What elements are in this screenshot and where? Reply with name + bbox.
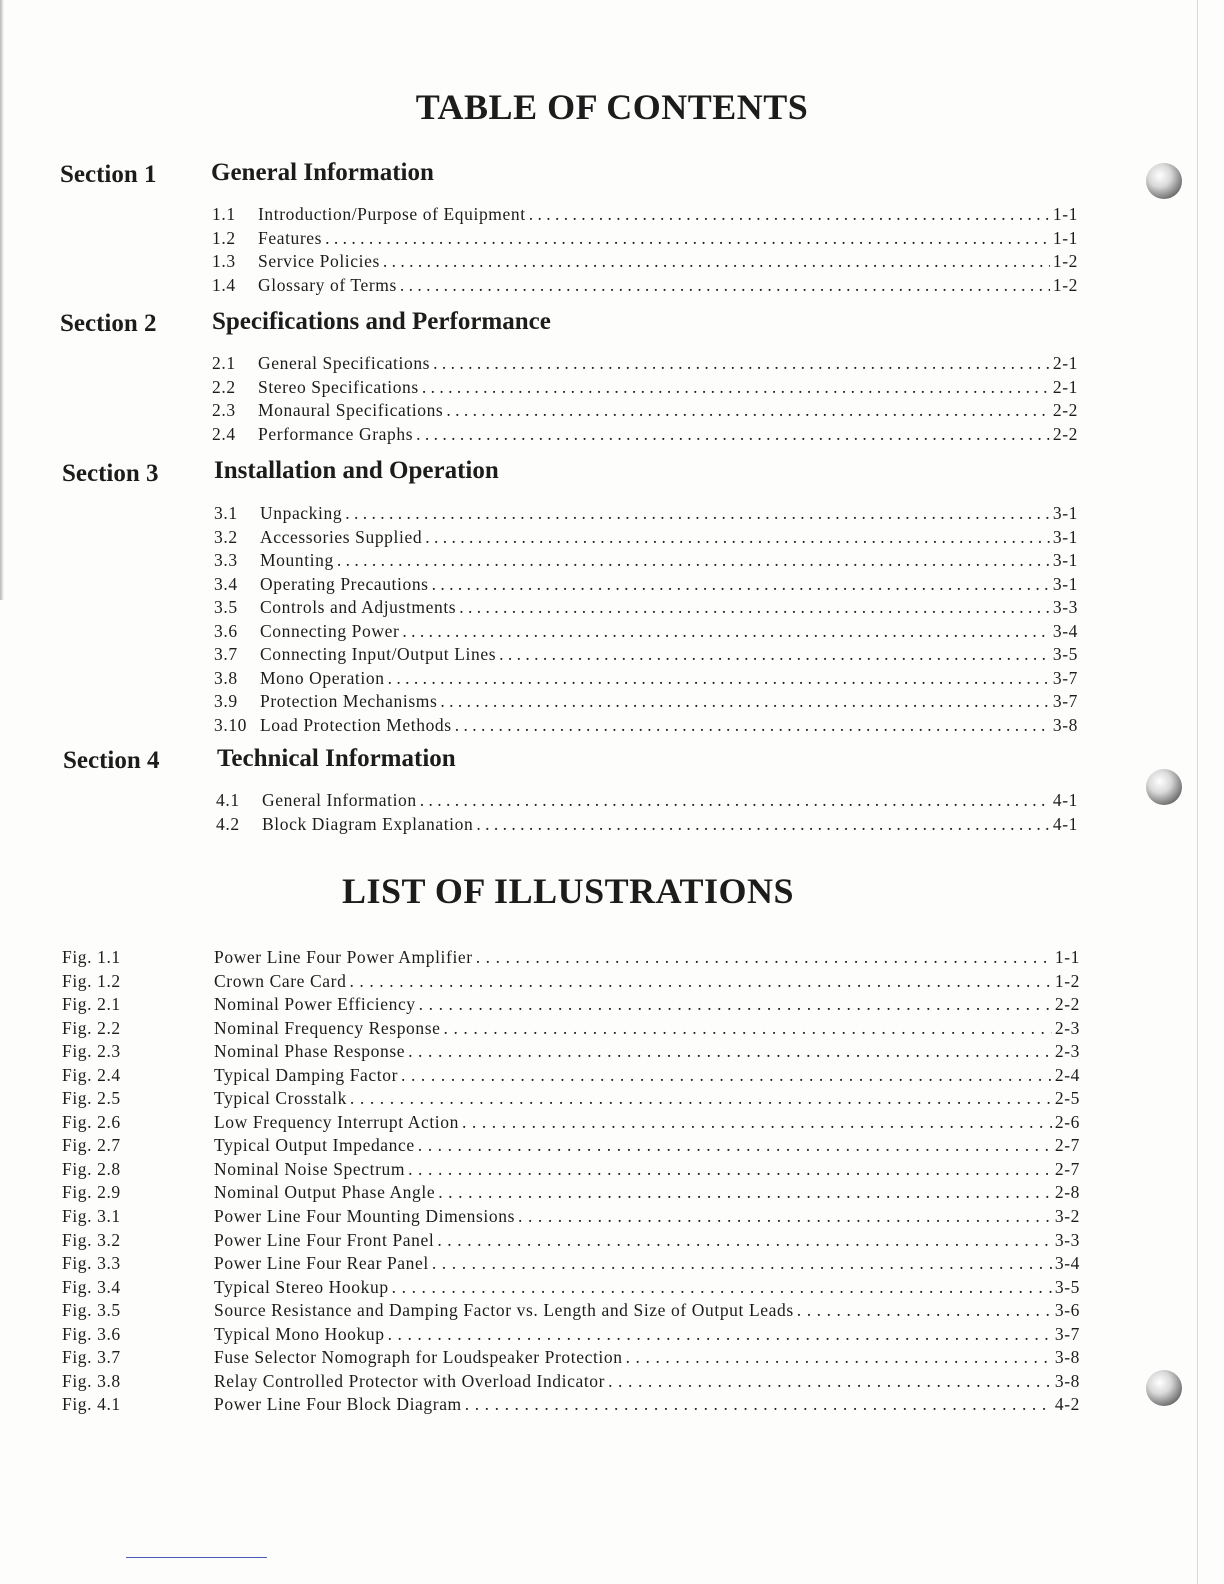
entry-number: 2.2 — [212, 376, 236, 397]
dot-leader — [462, 1111, 1052, 1135]
entry-title: Controls and Adjustments — [260, 597, 457, 617]
entry-title: Connecting Power — [260, 620, 400, 641]
entry-page: 1-2 — [1052, 274, 1078, 295]
dot-leader — [476, 946, 1052, 970]
entry-title: Stereo Specifications — [258, 376, 419, 397]
figure-label: Fig. 2.7 — [62, 1135, 121, 1156]
figure-entry[interactable] — [62, 1017, 1080, 1041]
entry-title: Mounting — [260, 550, 334, 570]
entry-page: 3-1 — [1052, 573, 1078, 594]
figure-label: Fig. 2.5 — [62, 1088, 121, 1109]
entry-page: 1-2 — [1052, 251, 1078, 271]
dot-leader — [418, 1134, 1052, 1158]
toc-entry[interactable] — [214, 596, 1078, 620]
toc-title: TABLE OF CONTENTS — [415, 87, 809, 127]
entry-number: 3.4 — [214, 573, 238, 594]
dot-leader — [440, 690, 1049, 714]
figure-page: 2-3 — [1054, 1017, 1080, 1038]
figure-label: Fig. 3.4 — [62, 1276, 121, 1297]
bottom-rule — [126, 1557, 267, 1558]
figure-page: 2-7 — [1054, 1135, 1080, 1156]
figure-entry[interactable] — [62, 1181, 1080, 1205]
dot-leader — [349, 970, 1051, 994]
figure-title: Source Resistance and Damping Factor vs. Length and Size of Output Leads — [214, 1300, 794, 1321]
entry-page: 3-1 — [1052, 503, 1078, 523]
dot-leader — [446, 399, 1050, 423]
section-label: Section 3 — [62, 460, 159, 487]
figure-entry[interactable] — [62, 1393, 1080, 1417]
dot-leader — [444, 1017, 1052, 1041]
entry-page: 2-1 — [1052, 376, 1078, 397]
figure-entry[interactable] — [62, 1111, 1080, 1135]
figure-title: Nominal Output Phase Angle — [214, 1182, 436, 1203]
figure-page: 3-5 — [1054, 1276, 1080, 1297]
dot-leader — [400, 274, 1050, 298]
figure-page: 3-8 — [1054, 1370, 1080, 1391]
section-title: Specifications and Performance — [212, 308, 551, 335]
entry-title: Unpacking — [260, 503, 343, 523]
entry-title: Service Policies — [258, 251, 380, 271]
figure-title: Power Line Four Mounting Dimensions — [214, 1206, 515, 1227]
figure-label: Fig. 3.2 — [62, 1229, 121, 1250]
figure-title: Relay Controlled Protector with Overload Indicator — [214, 1370, 606, 1391]
entry-number: 4.2 — [216, 813, 240, 834]
dot-leader — [437, 1229, 1052, 1253]
figure-label: Fig. 3.8 — [62, 1370, 121, 1391]
figure-title: Power Line Four Power Amplifier — [214, 947, 473, 967]
section-entries — [212, 352, 1078, 446]
dot-leader — [325, 227, 1050, 251]
toc-entry[interactable] — [214, 502, 1078, 526]
entry-number: 3.8 — [214, 667, 238, 688]
figure-entry[interactable] — [62, 1370, 1080, 1394]
figure-title: Nominal Power Efficiency — [214, 994, 416, 1015]
section-entries — [214, 502, 1078, 737]
dot-leader — [422, 376, 1050, 400]
entry-page: 4-1 — [1052, 790, 1078, 810]
entry-number: 3.7 — [214, 644, 238, 664]
figure-page: 2-3 — [1054, 1041, 1080, 1062]
figure-entry[interactable] — [62, 1040, 1080, 1064]
figure-page: 3-4 — [1054, 1253, 1080, 1274]
entry-number: 2.3 — [212, 400, 236, 420]
entry-title: Features — [258, 227, 323, 248]
entry-number: 3.1 — [214, 503, 238, 523]
figure-title: Low Frequency Interrupt Action — [214, 1111, 459, 1132]
dot-leader — [425, 526, 1050, 550]
entry-title: General Information — [262, 790, 417, 810]
binder-hole-icon — [1146, 163, 1182, 199]
entry-page: 1-1 — [1052, 204, 1078, 224]
illustrations-title: LIST OF ILLUSTRATIONS — [342, 871, 794, 911]
dot-leader — [408, 1040, 1052, 1064]
figure-label: Fig. 4.1 — [62, 1394, 121, 1415]
entry-number: 1.1 — [212, 204, 236, 224]
toc-entry[interactable] — [214, 643, 1078, 667]
dot-leader — [459, 596, 1050, 620]
entry-number: 3.2 — [214, 526, 238, 547]
entry-title: Block Diagram Explanation — [262, 813, 474, 834]
figure-page: 3-2 — [1054, 1206, 1080, 1227]
toc-entry[interactable] — [212, 227, 1078, 251]
toc-entry[interactable] — [214, 714, 1078, 738]
figure-entry[interactable] — [62, 1064, 1080, 1088]
figure-label: Fig. 2.3 — [62, 1041, 121, 1062]
figure-title: Nominal Noise Spectrum — [214, 1158, 406, 1179]
figure-page: 3-7 — [1054, 1323, 1080, 1344]
figure-entry[interactable] — [62, 1205, 1080, 1229]
toc-entry[interactable] — [214, 573, 1078, 597]
figure-label: Fig. 3.1 — [62, 1206, 121, 1227]
toc-entry[interactable] — [212, 274, 1078, 298]
section-title: Technical Information — [217, 745, 456, 772]
toc-entry[interactable] — [212, 250, 1078, 274]
dot-leader — [392, 1276, 1052, 1300]
entry-title: Connecting Input/Output Lines — [260, 644, 497, 664]
dot-leader — [388, 1323, 1052, 1347]
figure-title: Power Line Four Block Diagram — [214, 1394, 462, 1415]
figure-label: Fig. 2.4 — [62, 1064, 121, 1085]
figure-title: Power Line Four Front Panel — [214, 1229, 435, 1250]
dot-leader — [416, 423, 1050, 447]
section-title: General Information — [211, 159, 434, 186]
figure-label: Fig. 3.3 — [62, 1253, 121, 1274]
figure-entry[interactable] — [62, 1299, 1080, 1323]
dot-leader — [465, 1393, 1052, 1417]
figure-title: Typical Mono Hookup — [214, 1323, 385, 1344]
figure-entry[interactable] — [62, 1252, 1080, 1276]
dot-leader — [518, 1205, 1052, 1229]
entry-title: Load Protection Methods — [260, 714, 452, 735]
figure-entry[interactable] — [62, 1134, 1080, 1158]
entry-title: Protection Mechanisms — [260, 691, 438, 711]
entry-page: 2-2 — [1052, 423, 1078, 444]
dot-leader — [433, 352, 1050, 376]
dot-leader — [345, 502, 1050, 526]
section-label: Section 1 — [60, 161, 157, 188]
entry-page: 3-3 — [1052, 597, 1078, 617]
dot-leader — [432, 1252, 1052, 1276]
entry-title: Performance Graphs — [258, 423, 414, 444]
toc-entry[interactable] — [212, 203, 1078, 227]
entry-page: 4-1 — [1052, 813, 1078, 834]
figure-page: 3-3 — [1054, 1229, 1080, 1250]
figure-title: Crown Care Card — [214, 970, 347, 991]
dot-leader — [419, 993, 1052, 1017]
entry-title: Monaural Specifications — [258, 400, 444, 420]
dot-leader — [388, 667, 1050, 691]
entry-page: 1-1 — [1052, 227, 1078, 248]
figure-title: Nominal Phase Response — [214, 1041, 406, 1062]
binder-hole-icon — [1146, 769, 1182, 805]
dot-leader — [401, 1064, 1052, 1088]
figure-page: 1-1 — [1054, 947, 1080, 967]
section-entries — [212, 203, 1078, 297]
figure-entry[interactable] — [62, 993, 1080, 1017]
entry-number: 3.10 — [214, 714, 248, 735]
figure-entry[interactable] — [62, 1087, 1080, 1111]
figure-page: 3-6 — [1054, 1300, 1080, 1321]
entry-number: 2.4 — [212, 423, 236, 444]
entry-page: 3-4 — [1052, 620, 1078, 641]
toc-entry[interactable] — [214, 690, 1078, 714]
entry-page: 2-1 — [1052, 353, 1078, 373]
dot-leader — [476, 813, 1050, 837]
entry-title: General Specifications — [258, 353, 431, 373]
entry-page: 3-1 — [1052, 550, 1078, 570]
dot-leader — [383, 250, 1050, 274]
toc-entry[interactable] — [216, 813, 1078, 837]
figure-page: 2-2 — [1054, 994, 1080, 1015]
figure-page: 1-2 — [1054, 970, 1080, 991]
entry-page: 3-7 — [1052, 667, 1078, 688]
toc-entry[interactable] — [214, 549, 1078, 573]
binder-hole-icon — [1146, 1370, 1182, 1406]
dot-leader — [420, 789, 1050, 813]
entry-number: 1.2 — [212, 227, 236, 248]
entry-number: 3.9 — [214, 691, 238, 711]
figure-label: Fig. 3.6 — [62, 1323, 121, 1344]
entry-number: 3.5 — [214, 597, 238, 617]
figure-label: Fig. 1.2 — [62, 970, 121, 991]
toc-entry[interactable] — [214, 526, 1078, 550]
figure-page: 2-7 — [1054, 1158, 1080, 1179]
entry-number: 4.1 — [216, 790, 240, 810]
scan-right-edge — [1197, 0, 1198, 1584]
dot-leader — [350, 1087, 1052, 1111]
figure-title: Typical Stereo Hookup — [214, 1276, 389, 1297]
figure-title: Fuse Selector Nomograph for Loudspeaker Protection — [214, 1347, 623, 1368]
figure-page: 2-5 — [1054, 1088, 1080, 1109]
figure-label: Fig. 2.2 — [62, 1017, 121, 1038]
figure-label: Fig. 2.6 — [62, 1111, 121, 1132]
figure-page: 3-8 — [1054, 1347, 1080, 1368]
figure-label: Fig. 3.5 — [62, 1300, 121, 1321]
entry-title: Introduction/Purpose of Equipment — [258, 204, 526, 224]
entry-page: 2-2 — [1052, 400, 1078, 420]
dot-leader — [455, 714, 1050, 738]
figure-title: Typical Damping Factor — [214, 1064, 399, 1085]
dot-leader — [438, 1181, 1052, 1205]
entry-page: 3-5 — [1052, 644, 1078, 664]
entry-title: Operating Precautions — [260, 573, 429, 594]
dot-leader — [408, 1158, 1052, 1182]
entry-number: 3.3 — [214, 550, 238, 570]
figure-title: Typical Output Impedance — [214, 1135, 415, 1156]
figure-entry[interactable] — [62, 1346, 1080, 1370]
toc-entry[interactable] — [214, 667, 1078, 691]
section-title: Installation and Operation — [214, 457, 499, 484]
section-entries — [216, 789, 1078, 836]
dot-leader — [797, 1299, 1052, 1323]
figure-entry[interactable] — [62, 1158, 1080, 1182]
toc-entry[interactable] — [212, 399, 1078, 423]
toc-entry[interactable] — [212, 376, 1078, 400]
entry-title: Mono Operation — [260, 667, 385, 688]
dot-leader — [529, 203, 1050, 227]
entry-page: 3-7 — [1052, 691, 1078, 711]
figure-title: Power Line Four Rear Panel — [214, 1253, 429, 1274]
toc-entry[interactable] — [216, 789, 1078, 813]
entry-page: 3-1 — [1052, 526, 1078, 547]
section-label: Section 2 — [60, 310, 157, 337]
dot-leader — [608, 1370, 1052, 1394]
toc-entry[interactable] — [212, 423, 1078, 447]
figure-label: Fig. 2.1 — [62, 994, 121, 1015]
dot-leader — [499, 643, 1050, 667]
dot-leader — [402, 620, 1049, 644]
figure-label: Fig. 2.8 — [62, 1158, 121, 1179]
toc-entry[interactable] — [212, 352, 1078, 376]
figure-page: 2-6 — [1054, 1111, 1080, 1132]
dot-leader — [626, 1346, 1052, 1370]
figure-title: Typical Crosstalk — [214, 1088, 347, 1109]
figure-label: Fig. 3.7 — [62, 1347, 121, 1368]
figure-label: Fig. 2.9 — [62, 1182, 121, 1203]
figure-entry[interactable] — [62, 946, 1080, 970]
figure-entry[interactable] — [62, 1229, 1080, 1253]
section-label: Section 4 — [63, 747, 160, 774]
toc-entry[interactable] — [214, 620, 1078, 644]
entry-number: 1.3 — [212, 251, 236, 271]
figure-entry[interactable] — [62, 1276, 1080, 1300]
entry-number: 1.4 — [212, 274, 236, 295]
figure-entry[interactable] — [62, 970, 1080, 994]
figure-page: 4-2 — [1054, 1394, 1080, 1415]
dot-leader — [432, 573, 1050, 597]
entry-page: 3-8 — [1052, 714, 1078, 735]
entry-number: 2.1 — [212, 353, 236, 373]
figure-title: Nominal Frequency Response — [214, 1017, 441, 1038]
figure-list — [62, 946, 1080, 1417]
dot-leader — [337, 549, 1050, 573]
entry-number: 3.6 — [214, 620, 238, 641]
entry-title: Glossary of Terms — [258, 274, 397, 295]
figure-label: Fig. 1.1 — [62, 947, 121, 967]
figure-page: 2-8 — [1054, 1182, 1080, 1203]
figure-page: 2-4 — [1054, 1064, 1080, 1085]
entry-title: Accessories Supplied — [260, 526, 423, 547]
figure-entry[interactable] — [62, 1323, 1080, 1347]
